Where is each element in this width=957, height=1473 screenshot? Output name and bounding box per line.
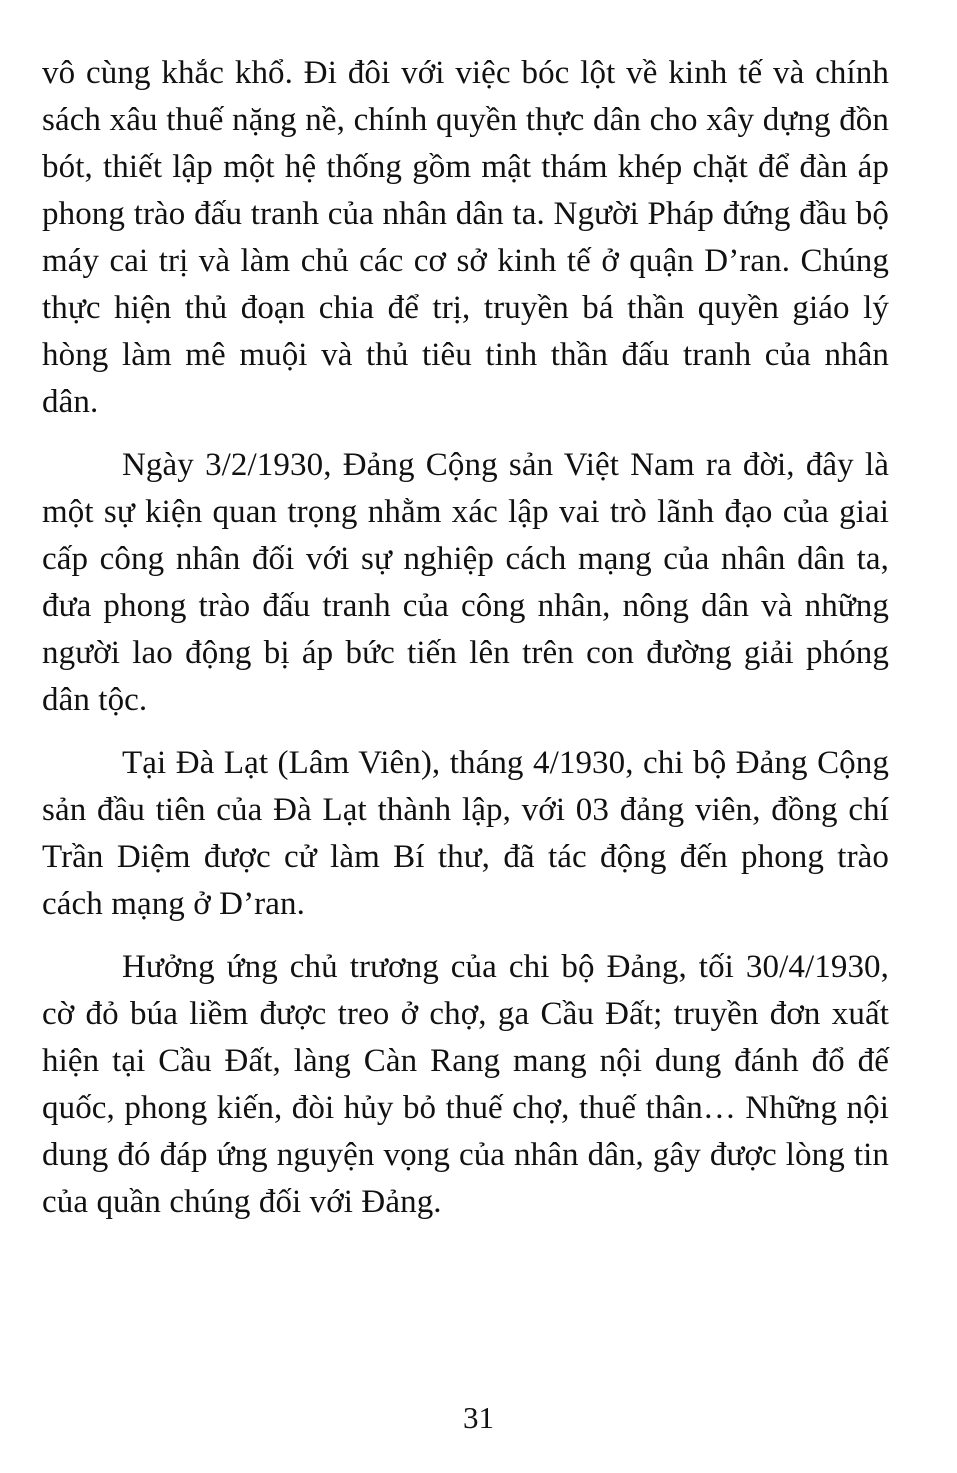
- paragraph-party-founding: Ngày 3/2/1930, Đảng Cộng sản Việt Nam ra đời, đây là một sự kiện quan trọng nhằm xác lập vai trò lãnh đạo của giai cấp công nhân đối với sự nghiệp cách mạng của nhân dân ta, đưa phong trào đấu tranh của công nhân, nông dân và những người lao động bị áp bức tiến lên trên con đường giải phóng dân tộc.: [42, 447, 889, 718]
- body-text: [42, 50, 889, 1226]
- page-number: 31: [463, 1400, 494, 1435]
- paragraph-exploitation: vô cùng khắc khổ. Đi đôi với việc bóc lột về kinh tế và chính sách xâu thuế nặng nề, chính quyền thực dân cho xây dựng đồn bót, thiết lập một hệ thống gồm mật thám khép chặt để đàn áp phong trào đấu tranh của nhân dân ta. Người Pháp đứng đầu bộ máy cai trị và làm chủ các cơ sở kinh tế ở quận D’ran. Chúng thực hiện thủ đoạn chia để trị, truyền bá thần quyền giáo lý hòng làm mê muội và thủ tiêu tinh thần đấu tranh của nhân dân.: [42, 55, 889, 420]
- paragraph-response: Hưởng ứng chủ trương của chi bộ Đảng, tối 30/4/1930, cờ đỏ búa liềm được treo ở chợ, ga Cầu Đất; truyền đơn xuất hiện tại Cầu Đất, làng Càn Rang mang nội dung đánh đổ đế quốc, phong kiến, đòi hủy bỏ thuế chợ, thuế thân… Những nội dung đó đáp ứng nguyện vọng của nhân dân, gây được lòng tin của quần chúng đối với Đảng.: [42, 949, 889, 1220]
- paragraph-dalat-cell: Tại Đà Lạt (Lâm Viên), tháng 4/1930, chi bộ Đảng Cộng sản đầu tiên của Đà Lạt thành lập, với 03 đảng viên, đồng chí Trần Diệm được cử làm Bí thư, đã tác động đến phong trào cách mạng ở D’ran.: [42, 745, 889, 922]
